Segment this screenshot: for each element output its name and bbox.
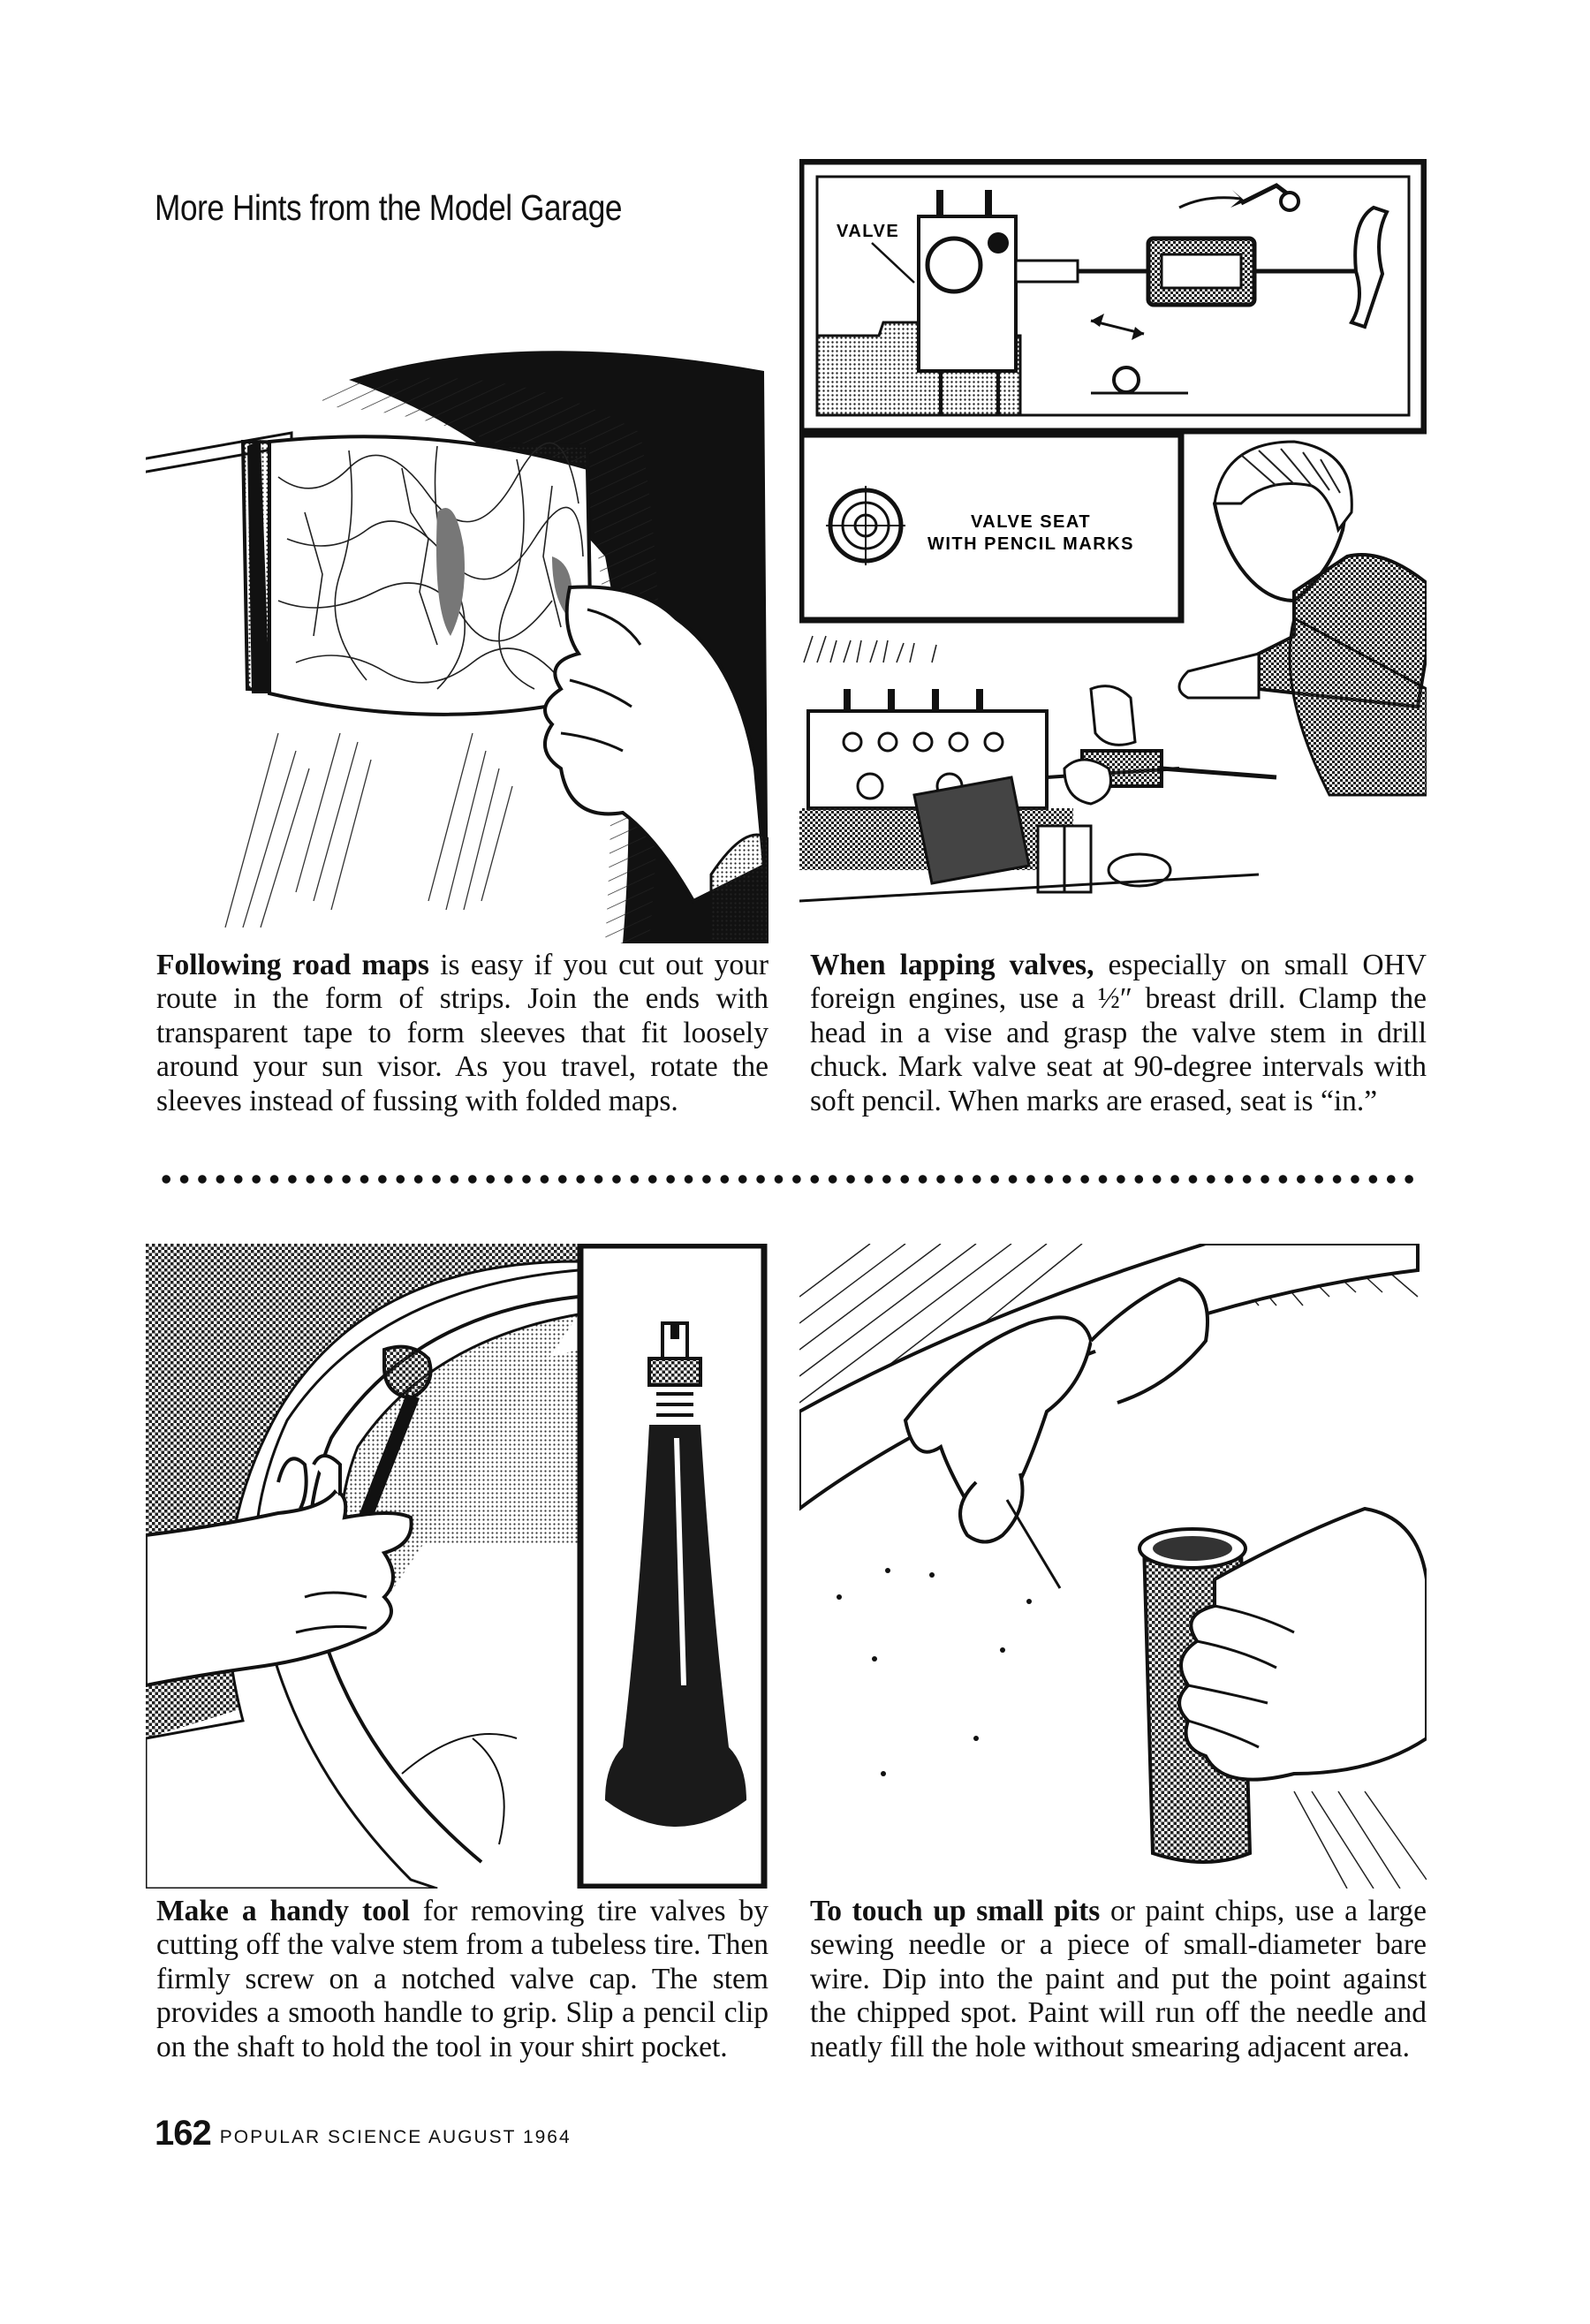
- caption-touch-up-pits: [810, 1895, 1427, 2064]
- caption-tire-valve-tool-title: Make a handy tool: [156, 1895, 410, 1927]
- caption-lapping-valves-title: When lapping valves,: [810, 949, 1094, 981]
- caption-touch-up-pits-body: or paint chips, use a large sewing needle or a piece of small-diameter bare wire. Dip into the paint and put the point against the chipped spot. Paint will run off the needle and neatly fill the hole without smearing adjacent area.: [810, 1895, 1427, 2063]
- caption-road-maps: [156, 949, 768, 1118]
- tire-valve-tool-illustration: [146, 1244, 768, 1889]
- paint-touchup-illustration: [799, 1244, 1427, 1889]
- caption-lapping-valves-body: especially on small OHV foreign engines, use a ½″ breast drill. Clamp the head in a vise and grasp the valve stem in drill chuck. Mark valve seat at 90-degree intervals with soft pencil. When marks are erased, seat is “in.”: [810, 949, 1427, 1117]
- caption-touch-up-pits-title: To touch up small pits: [810, 1895, 1101, 1927]
- dotted-divider: [157, 1173, 1416, 1185]
- caption-tire-valve-tool-body: for removing tire valves by cutting off the valve stem from a tubeless tire. Then firmly screw on a notched valve cap. The stem provides a smooth handle to grip. Slip a pencil clip on the shaft to hold the tool in your shirt pocket.: [156, 1895, 768, 2063]
- caption-road-maps-body: is easy if you cut out your route in the form of strips. Join the ends with transparent tape to form sleeves that fit loosely around your sun visor. As you travel, rotate the sleeves instead of fussing with folded maps.: [156, 949, 768, 1117]
- valve-label: VALVE: [837, 222, 900, 241]
- section-title: More Hints from the Model Garage: [155, 187, 623, 228]
- page-number: 162: [155, 2114, 211, 2153]
- road-map-visor-illustration: [146, 291, 768, 943]
- caption-lapping-valves: [810, 949, 1427, 1118]
- valve-seat-label-1: VALVE SEAT: [970, 512, 1092, 532]
- publication-line: POPULAR SCIENCE AUGUST 1964: [219, 2127, 572, 2147]
- valve-seat-label-2: WITH PENCIL MARKS: [927, 534, 1135, 554]
- valve-lapping-illustration: [799, 159, 1427, 945]
- page-footer: [155, 2114, 572, 2154]
- caption-road-maps-title: Following road maps: [156, 949, 429, 981]
- caption-tire-valve-tool: [156, 1895, 768, 2064]
